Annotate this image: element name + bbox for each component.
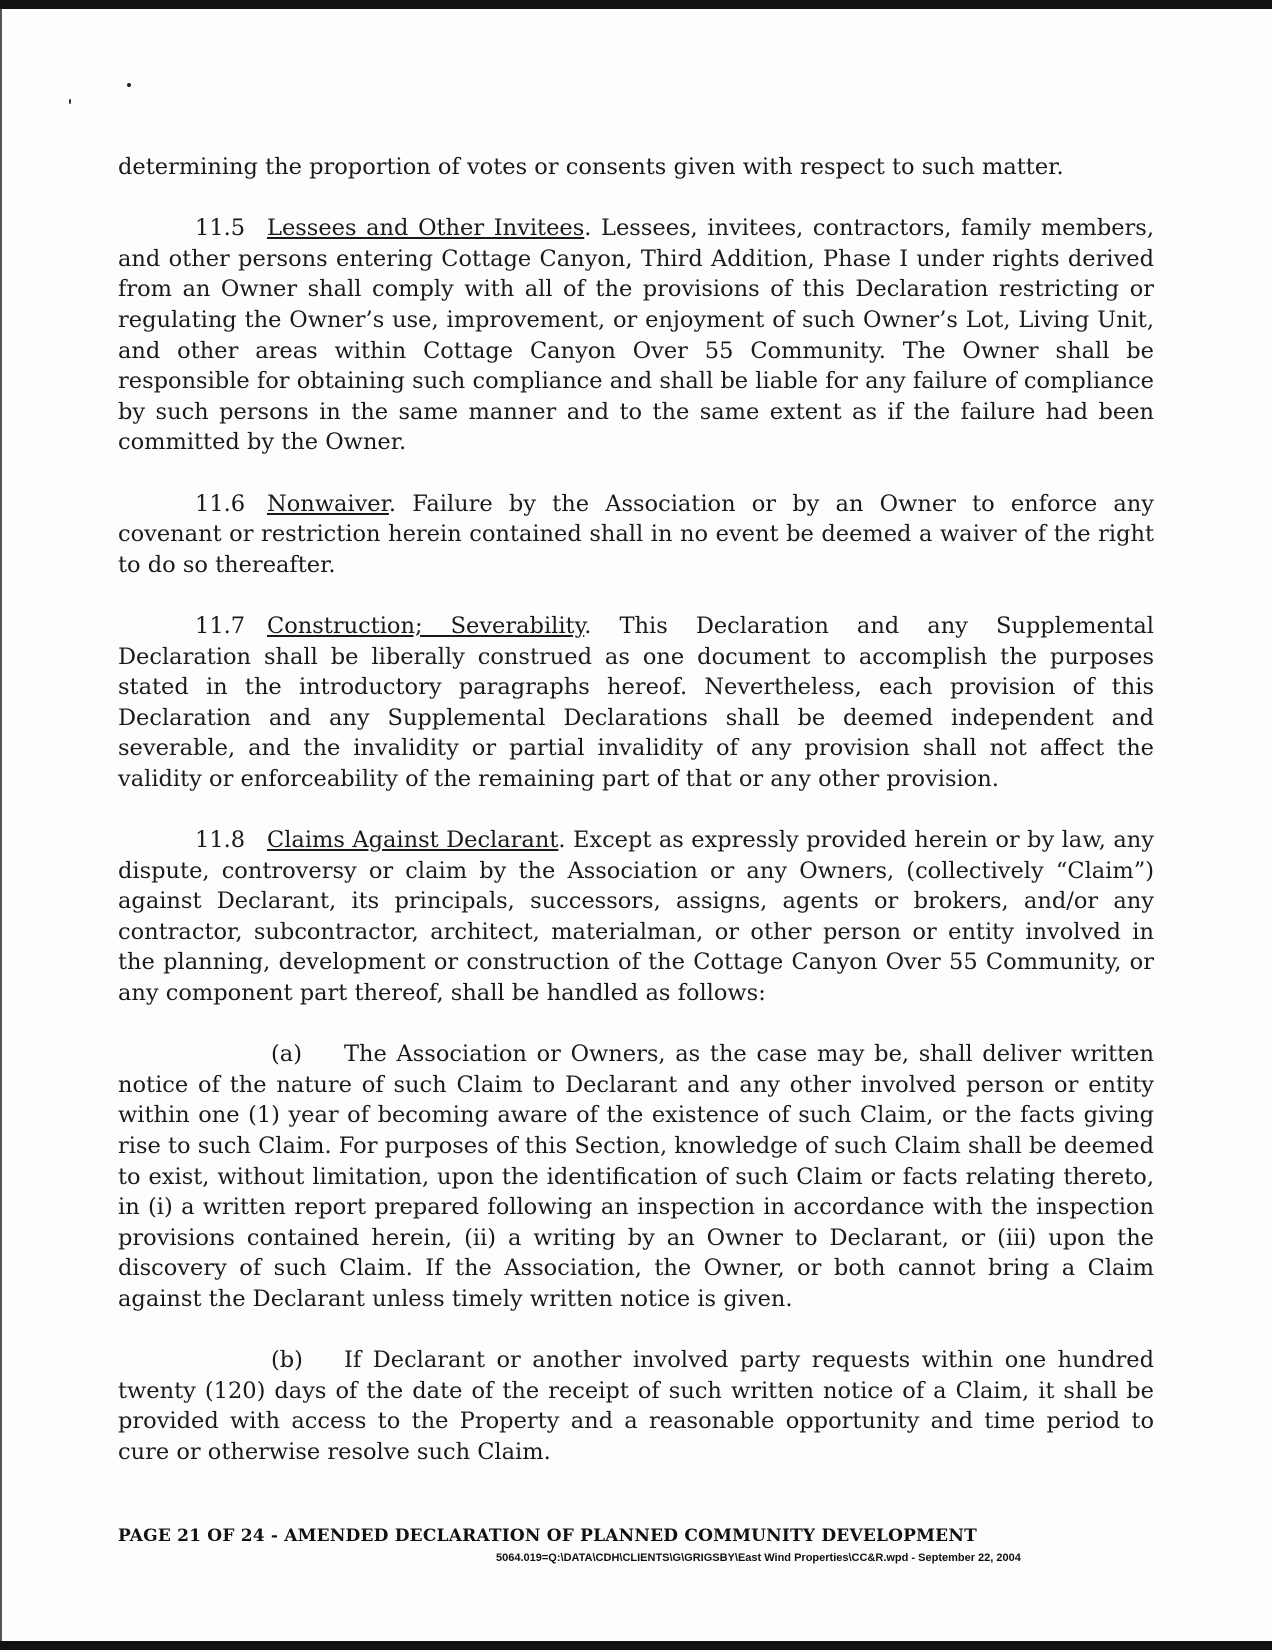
footer-page-label: PAGE 21 OF 24 - AMENDED DECLARATION OF PLANNED COMMUNITY DEVELOPMENT (118, 1526, 977, 1546)
section-number: 11.5 (195, 215, 246, 242)
section-text: Failure by the Association or by an Owner to enforce any covenant or restriction herein contained shall in no event be deemed a waiver of the right to do so thereafter. (118, 490, 1154, 578)
subsection-label: (b) (271, 1347, 303, 1374)
section-11-7: 11.7 Construction; Severability. This Declaration and any Supplemental Declaration shall be liberally construed as one document to accomplish the purposes stated in the introductory paragraphs hereof. Nevertheless, each provision of this Declaration and any Supplemental Declarations shall be deemed independent and severable, and the invalidity or partial invalidity of any provision shall not affect the validity or enforceability of the remaining part of that or any other provision. (118, 612, 1154, 792)
subsection-a (118, 1039, 1154, 1314)
scan-top-border (0, 0, 1272, 9)
section-heading: Lessees and Other Invitees (267, 215, 585, 242)
section-11-5: 11.5 Lessees and Other Invitees. Lessees, invitees, contractors, family members, and other persons entering Cottage Canyon, Third Addition, Phase I under rights derived from an Owner shall comply with all of the provisions of this Declaration restricting or regulating the Owner’s use, improvement, or enjoyment of such Owner’s Lot, Living Unit, and other areas within Cottage Canyon Over 55 Community. The Owner shall be responsible for obtaining such compliance and shall be liable for any failure of compliance by such persons in the same manner and to the same extent as if the failure had been committed by the Owner. (118, 215, 1154, 456)
document-body (118, 152, 1154, 1498)
footer-file-path: 5064.019=Q:\DATA\CDH\CLIENTS\G\GRIGSBY\East Wind Properties\CC&R.wpd - September 22, 2004 (496, 1552, 1021, 1564)
section-text: This Declaration and any Supplemental Declaration shall be liberally construed as one document to accomplish the purposes stated in the introductory paragraphs hereof. Nevertheless, each provision of this Declaration and any Supplemental Declarations shall be deemed independent and severable, and the invalidity or partial invalidity of any provision shall not affect the validity or enforceability of the remaining part of that or any other provision. (118, 612, 1154, 792)
section-11-8: 11.8 Claims Against Declarant. Except as expressly provided herein or by law, any dispute, controversy or claim by the Association or any Owners, (collectively “Claim”) against Declarant, its principals, successors, assigns, agents or brokers, and/or any contractor, subcontractor, architect, materialman, or other person or entity involved in the planning, development or construction of the Cottage Canyon Over 55 Community, or any component part thereof, shall be handled as follows: (118, 827, 1154, 1007)
section-text: Except as expressly provided herein or by law, any dispute, controversy or claim by the Association or any Owners, (collectively “Claim”) against Declarant, its principals, successors, assigns, agents or brokers, and/or any contractor, subcontractor, architect, materialman, or other person or entity involved in the planning, development or construction of the Cottage Canyon Over 55 Community, or any component part thereof, shall be handled as follows: (118, 827, 1154, 1007)
section-number: 11.7 (195, 612, 246, 639)
page-footer (118, 1526, 1168, 1564)
section-11-6: 11.6 Nonwaiver. Failure by the Association or by an Owner to enforce any covenant or restriction herein contained shall in no event be deemed a waiver of the right to do so thereafter. (118, 490, 1154, 578)
scan-left-edge (0, 9, 2, 1641)
scan-bottom-border (0, 1641, 1272, 1650)
section-number: 11.8 (195, 827, 246, 854)
scan-speck (69, 99, 71, 104)
section-heading: Nonwaiver (267, 490, 389, 517)
subsection-label: (a) (271, 1041, 302, 1068)
subsection-text: The Association or Owners, as the case may be, shall deliver written notice of the nature of such Claim to Declarant and any other involved person or entity within one (1) year of becoming aware of the existence of such Claim, or the facts giving rise to such Claim. For purposes of this Section, knowledge of such Claim shall be deemed to exist, without limitation, upon the identification of such Claim or facts relating thereto, in (i) a written report prepared following an inspection in accordance with the inspection provisions contained herein, (ii) a writing by an Owner to Declarant, or (iii) upon the discovery of such Claim. If the Association, the Owner, or both cannot bring a Claim against the Declarant unless timely written notice is given. (118, 1041, 1154, 1312)
subsection-b (118, 1345, 1154, 1467)
subsection-text: If Declarant or another involved party requests within one hundred twenty (120) days of the date of the receipt of such written notice of a Claim, it shall be provided with access to the Property and a reasonable opportunity and time period to cure or otherwise resolve such Claim. (118, 1347, 1154, 1465)
section-heading: Claims Against Declarant (267, 827, 559, 854)
scan-speck (127, 83, 131, 87)
section-heading: Construction; Severability (267, 612, 585, 639)
opening-line: determining the proportion of votes or consents given with respect to such matter. (118, 154, 1064, 180)
section-number: 11.6 (195, 490, 246, 517)
section-text: Lessees, invitees, contractors, family members, and other persons entering Cottage Canyon, Third Addition, Phase I under rights derived from an Owner shall comply with all of the provisions of this Declaration restricting or regulating the Owner’s use, improvement, or enjoyment of such Owner’s Lot, Living Unit, and other areas within Cottage Canyon Over 55 Community. The Owner shall be responsible for obtaining such compliance and shall be liable for any failure of compliance by such persons in the same manner and to the same extent as if the failure had been committed by the Owner. (118, 215, 1154, 456)
